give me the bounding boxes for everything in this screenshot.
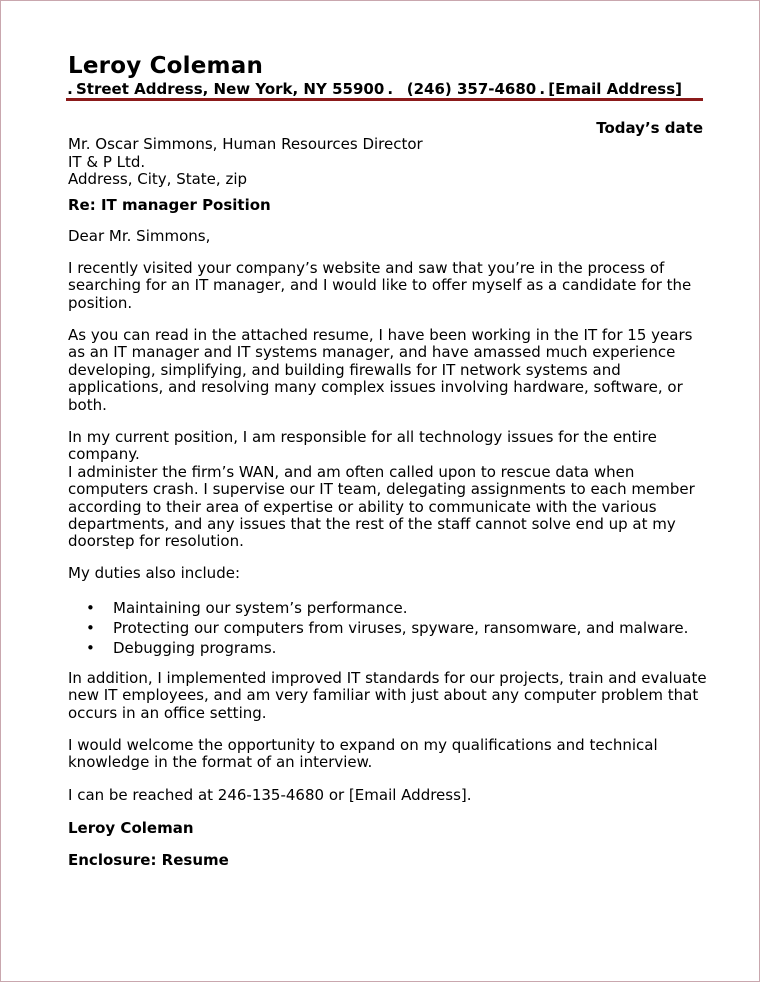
bullet-icon: • — [86, 639, 95, 657]
recipient-address: Address, City, State, zip — [68, 170, 248, 188]
recipient-name: Mr. Oscar Simmons, Human Resources Director — [68, 135, 423, 153]
salutation: Dear Mr. Simmons, — [68, 227, 211, 245]
paragraph-duties-intro: My duties also include: — [68, 564, 240, 582]
sender-address: Street Address, New York, NY 55900 — [76, 80, 385, 98]
list-item: • Debugging programs. — [86, 639, 277, 657]
paragraph-current-position-line1: In my current position, I am responsible for all technology issues for the entire company. — [68, 428, 657, 464]
paragraph-contact: I can be reached at 246-135-4680 or [Email Address]. — [68, 786, 472, 804]
contact-separator: . — [539, 80, 546, 98]
enclosure-note: Enclosure: Resume — [68, 851, 229, 869]
subject-line: Re: IT manager Position — [68, 196, 271, 214]
contact-line — [64, 80, 682, 98]
contact-separator: . — [387, 80, 394, 98]
bullet-icon: • — [86, 599, 95, 617]
paragraph-current-position-line2: I administer the firm’s WAN, and am often called upon to rescue data when computers crash. I supervise our IT team, delegating assignments to each member according to their area of expertise or ability to communicate with the various departments, and any issues that the rest of the staff cannot solve end up at my doorstep for resolution. — [68, 462, 695, 551]
sender-phone: (246) 357-4680 — [406, 80, 537, 98]
list-item: • Protecting our computers from viruses, spyware, ransomware, and malware. — [86, 619, 689, 637]
sender-email: [Email Address] — [548, 80, 682, 98]
recipient-block — [68, 136, 423, 189]
list-item: • Maintaining our system’s performance. — [86, 599, 408, 617]
paragraph-current-position — [68, 429, 708, 551]
bullet-icon: • — [86, 619, 95, 637]
letter-date: Today’s date — [596, 119, 703, 137]
header-rule — [66, 98, 703, 101]
contact-separator: . — [67, 80, 73, 98]
recipient-company: IT & P Ltd. — [68, 152, 146, 171]
paragraph-intro: I recently visited your company’s website and saw that you’re in the process of searching for an IT manager, and I would like to offer myself as a candidate for the position. — [68, 259, 692, 312]
signature-name: Leroy Coleman — [68, 819, 194, 837]
sender-name: Leroy Coleman — [68, 53, 264, 79]
paragraph-additional: In addition, I implemented improved IT standards for our projects, train and evaluate new IT employees, and am very familiar with just about any computer problem that occurs in an office setting. — [68, 669, 707, 722]
paragraph-interview: I would welcome the opportunity to expand on my qualifications and technical knowledge in the format of an interview. — [68, 736, 658, 772]
paragraph-experience: As you can read in the attached resume, I have been working in the IT for 15 years as an IT manager and IT systems manager, and have amassed much experience developing, simplifying, and building firewalls for IT network systems and applications, and resolving many complex issues involving hardware, software, or both. — [68, 326, 693, 414]
duties-list — [86, 598, 688, 658]
